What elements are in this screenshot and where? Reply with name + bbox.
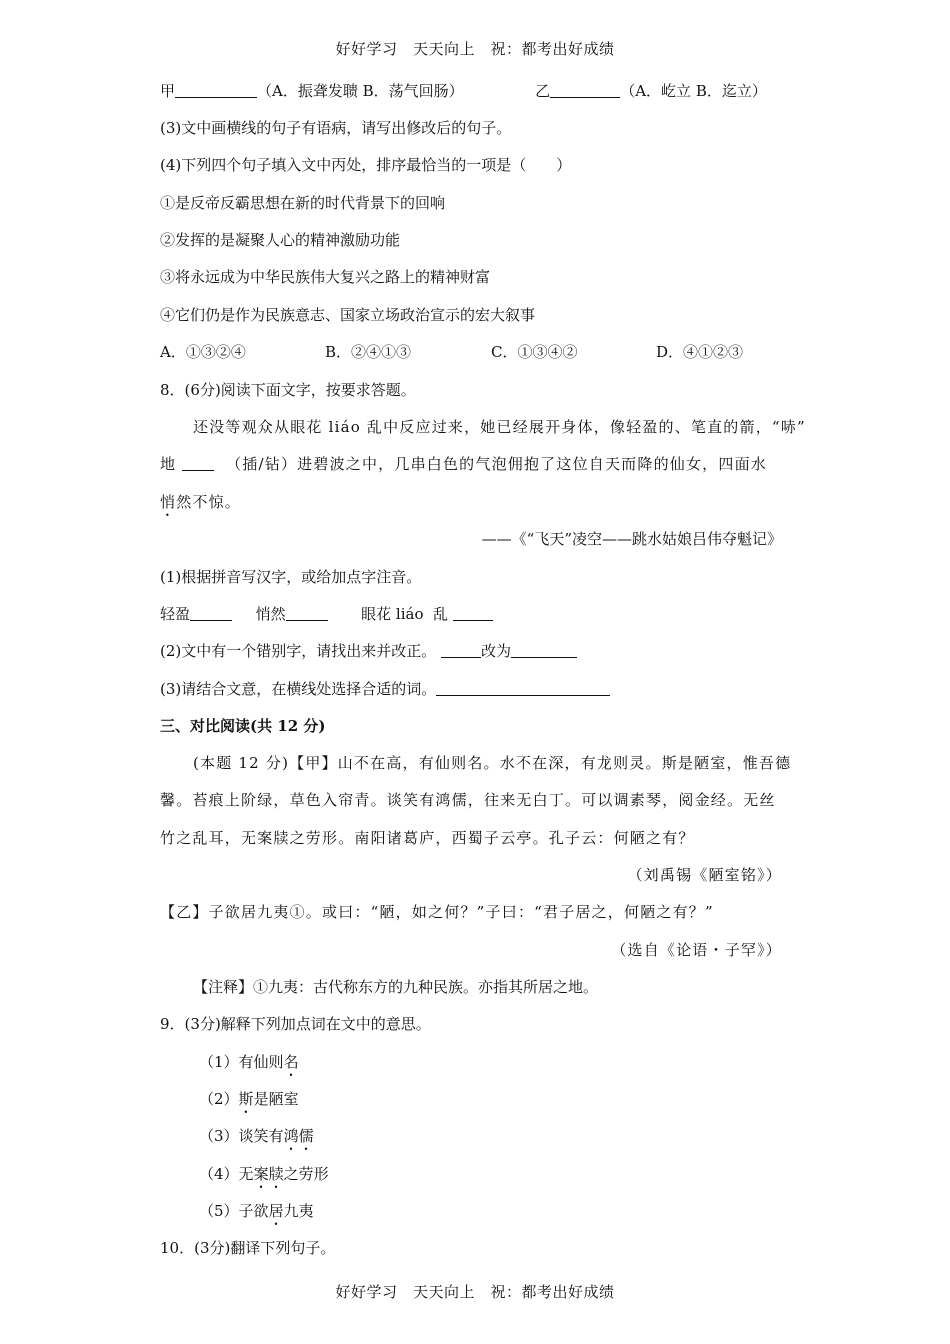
q7-sentence-1: ①是反帝反霸思想在新的时代背景下的回响 (160, 194, 446, 212)
option-c: C．①③④② (491, 343, 578, 361)
q9-title: 9．(3分)解释下列加点词在文中的意思。 (160, 1015, 431, 1033)
q8-part1-words: 轻盈 悄然 眼花 liáo 乱 (160, 603, 493, 625)
option-d: D．④①②③ (656, 343, 744, 361)
q7-sentence-3: ③将永远成为中华民族伟大复兴之路上的精神财富 (160, 268, 491, 286)
q9-item-4: （4）无案牍之劳形 (199, 1165, 329, 1183)
q8-passage-line-1: 还没等观众从眼花 liáo 乱中反应过来，她已经展开身体，像轻盈的、笔直的箭，“哧” (193, 418, 806, 436)
q9-item-5: （5）子欲居九夷 (199, 1202, 314, 1220)
jia-label: 甲 (160, 82, 176, 100)
q8-word-blank (182, 454, 214, 471)
section3-heading: 三、对比阅读(共 12 分) (160, 717, 326, 735)
jia-blank (175, 81, 257, 98)
yi-label: 乙 (535, 82, 551, 100)
page-header: 好好学习 天天向上 祝：都考出好成绩 (335, 40, 615, 58)
yi-text: 【乙】子欲居九夷①。或曰：“陋，如之何？”子曰：“君子居之，何陋之有？” (160, 903, 714, 921)
page-footer: 好好学习 天天向上 祝：都考出好成绩 (335, 1283, 615, 1301)
word-yanhua: 眼花 liáo (361, 605, 424, 623)
option-a: A．①③②④ (160, 343, 246, 361)
q7-options-line (160, 80, 767, 102)
jia-text-line-3: 竹之乱耳，无案牍之劳形。南阳诸葛庐，西蜀子云亭。孔子云：何陋之有？ (160, 829, 695, 847)
q8-part2: (2)文中有一个错别字，请找出来并改正。 改为 (160, 640, 577, 662)
q8-passage-line-3: 悄然不惊。 (160, 493, 242, 511)
annotation: 【注释】①九夷：古代称东方的九种民族。亦指其所居之地。 (193, 978, 599, 996)
q10-title: 10．(3分)翻译下列句子。 (160, 1239, 336, 1257)
q8-passage-2a: 地 (160, 455, 177, 473)
q8-part1: (1)根据拼音写汉字，或给加点字注音。 (160, 568, 422, 586)
q7-sentence-2: ②发挥的是凝聚人心的精神激励功能 (160, 231, 401, 249)
q7-part3: (3)文中画横线的句子有语病，请写出修改后的句子。 (160, 119, 512, 137)
yi-options: （A．屹立 B．迄立） (620, 82, 767, 100)
jia-text-line-1: (本题 12 分)【甲】山不在高，有仙则名。水不在深，有龙则灵。斯是陋室，惟吾德 (193, 754, 792, 772)
q9-item-1: （1）有仙则名 (199, 1053, 299, 1071)
word-qiaoran: 悄然 (255, 605, 286, 623)
q7-sentence-4: ④它们仍是作为民族意志、国家立场政治宣示的宏大叙事 (160, 306, 536, 324)
q8-passage-line-2 (160, 453, 767, 475)
q8-title: 8．(6分)阅读下面文字，按要求答题。 (160, 381, 416, 399)
q8-part3: (3)请结合文意，在横线处选择合适的词。 (160, 678, 610, 700)
q9-item-3: （3）谈笑有鸿儒 (199, 1127, 314, 1145)
jia-options: （A．振聋发聩 B．荡气回肠） (257, 82, 464, 100)
q8-source: ——《“飞天”凌空——跳水姑娘吕伟夺魁记》 (481, 530, 782, 548)
q7-part4: (4)下列四个句子填入文中丙处，排序最恰当的一项是（ ） (160, 156, 572, 174)
jia-source: （刘禹锡《陋室铭》） (627, 866, 782, 884)
dotted-qiao: 悄 (160, 493, 177, 511)
yi-source: （选自《论语・子罕》） (611, 941, 782, 959)
q8-passage-2b: （插/钻）进碧波之中，几串白色的气泡佣抱了这位自天而降的仙女，四面水 (226, 455, 767, 473)
word-qingying: 轻盈 (160, 605, 191, 623)
jia-text-line-2: 馨。苔痕上阶绿，草色入帘青。谈笑有鸿儒，往来无白丁。可以调素琴，阅金经。无丝 (160, 791, 776, 809)
yi-blank (550, 81, 620, 98)
option-b: B．②④①③ (325, 343, 412, 361)
q9-item-2: （2）斯是陋室 (199, 1090, 299, 1108)
